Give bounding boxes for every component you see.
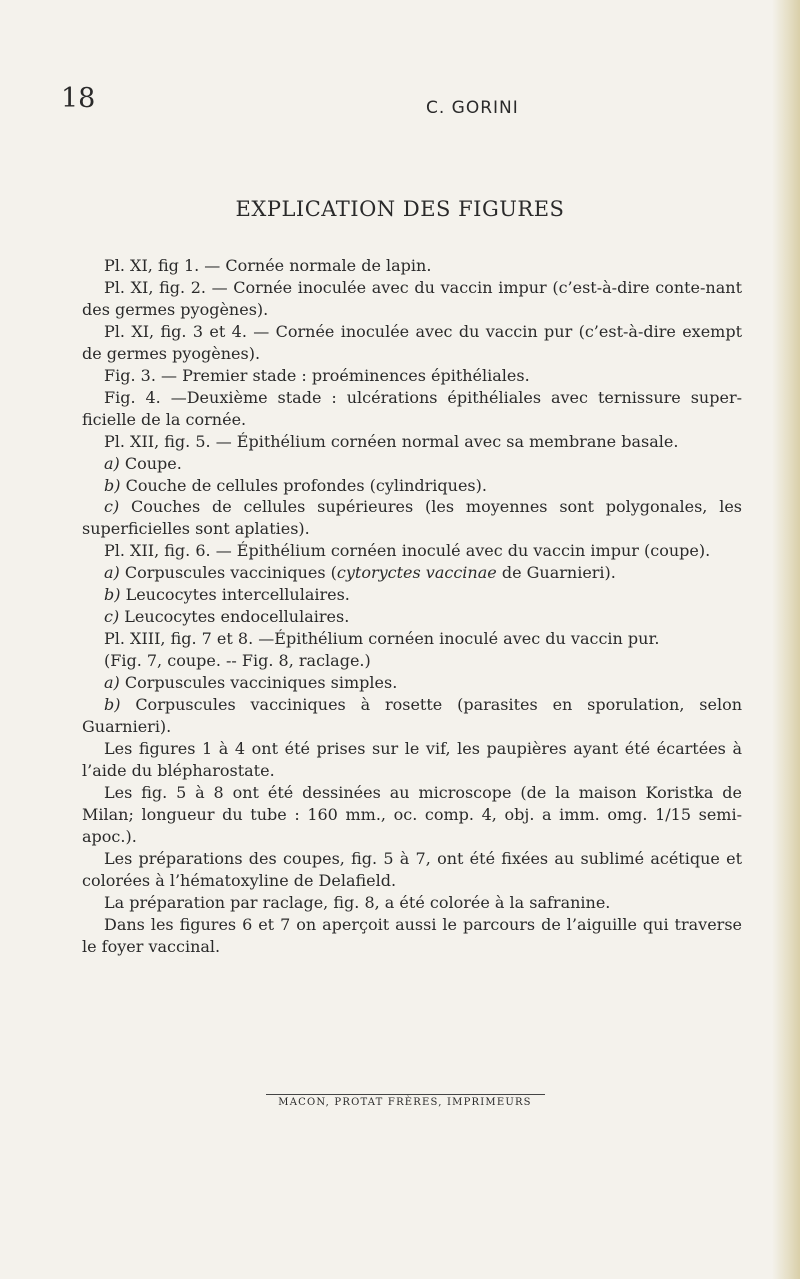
paragraph: Dans les figures 6 et 7 on aperçoit aussi le parcours de l’aiguille qui traverse le foyer vaccinal. — [82, 914, 742, 956]
item-label: c) — [104, 497, 120, 517]
paragraph: Les figures 1 à 4 ont été prises sur le vif, les paupières ayant été écartées à l’aide du blépharostate. — [82, 738, 742, 780]
item-label: b) — [104, 475, 121, 495]
list-item: b) Leucocytes intercellulaires. — [104, 585, 350, 605]
item-label: b) — [104, 585, 121, 605]
list-item: c) Leucocytes endocellulaires. — [104, 607, 350, 627]
italic-term: cytoryctes vaccinae — [336, 563, 497, 583]
list-item: a) Corpuscules vacciniques simples. — [104, 673, 398, 693]
paragraph: Fig. 4. —Deuxième stade : ulcérations épithéliales avec ternissure super-ficielle de la cornée. — [82, 387, 742, 429]
item-label: a) — [104, 563, 120, 583]
list-item: b) Corpuscules vacciniques à rosette (parasites en sporulation, selon Guarnieri). — [82, 695, 742, 737]
list-item: b) Couche de cellules profondes (cylindriques). — [104, 475, 487, 495]
item-label: a) — [104, 453, 120, 473]
paragraph: Pl. XI, fig. 3 et 4. — Cornée inoculée avec du vaccin pur (c’est-à-dire exempt de germes pyogènes). — [82, 321, 742, 363]
paragraph: Pl. XI, fig. 2. — Cornée inoculée avec du vaccin impur (c’est-à-dire conte-nant des germes pyogènes). — [82, 277, 742, 319]
paragraph: Les fig. 5 à 8 ont été dessinées au microscope (de la maison Koristka de Milan; longueur du tube : 160 mm., oc. comp. 4, obj. a imm. omg. 1/15 semi-apoc.). — [82, 782, 742, 846]
paragraph: La préparation par raclage, fig. 8, a été colorée à la safranine. — [104, 892, 611, 912]
running-head: C. GORINI — [426, 98, 519, 118]
list-item: a) Corpuscules vacciniques (cytoryctes vaccinae de Guarnieri). — [104, 563, 616, 583]
item-label: b) — [104, 695, 121, 715]
explanation-body — [82, 255, 742, 958]
paragraph: Les préparations des coupes, fig. 5 à 7, ont été fixées au sublimé acétique et colorées à l’hématoxyline de Delafield. — [82, 848, 742, 890]
paragraph: Fig. 3. — Premier stade : proéminences épithéliales. — [104, 365, 530, 385]
item-label: c) — [104, 607, 120, 627]
section-title: EXPLICATION DES FIGURES — [235, 197, 565, 221]
printer-colophon — [0, 1094, 800, 1108]
list-item: c) Couches de cellules supérieures (les moyennes sont polygonales, les superficielles sont aplaties). — [82, 497, 742, 539]
paragraph: (Fig. 7, coupe. -- Fig. 8, raclage.) — [104, 651, 371, 671]
page-number: 18 — [61, 83, 96, 114]
colophon-rule — [266, 1094, 545, 1095]
page-edge-shadow — [772, 0, 800, 1279]
paragraph: Pl. XII, fig. 5. — Épithélium cornéen normal avec sa membrane basale. — [104, 431, 679, 451]
paragraph: Pl. XI, fig 1. — Cornée normale de lapin. — [104, 256, 432, 275]
colophon-text: MACON, PROTAT FRÈRES, IMPRIMEURS — [278, 1097, 532, 1108]
paragraph: Pl. XIII, fig. 7 et 8. —Épithélium cornéen inoculé avec du vaccin pur. — [104, 629, 660, 649]
list-item: a) Coupe. — [104, 453, 182, 473]
item-label: a) — [104, 673, 120, 693]
paragraph: Pl. XII, fig. 6. — Épithélium cornéen inoculé avec du vaccin impur (coupe). — [104, 541, 711, 561]
